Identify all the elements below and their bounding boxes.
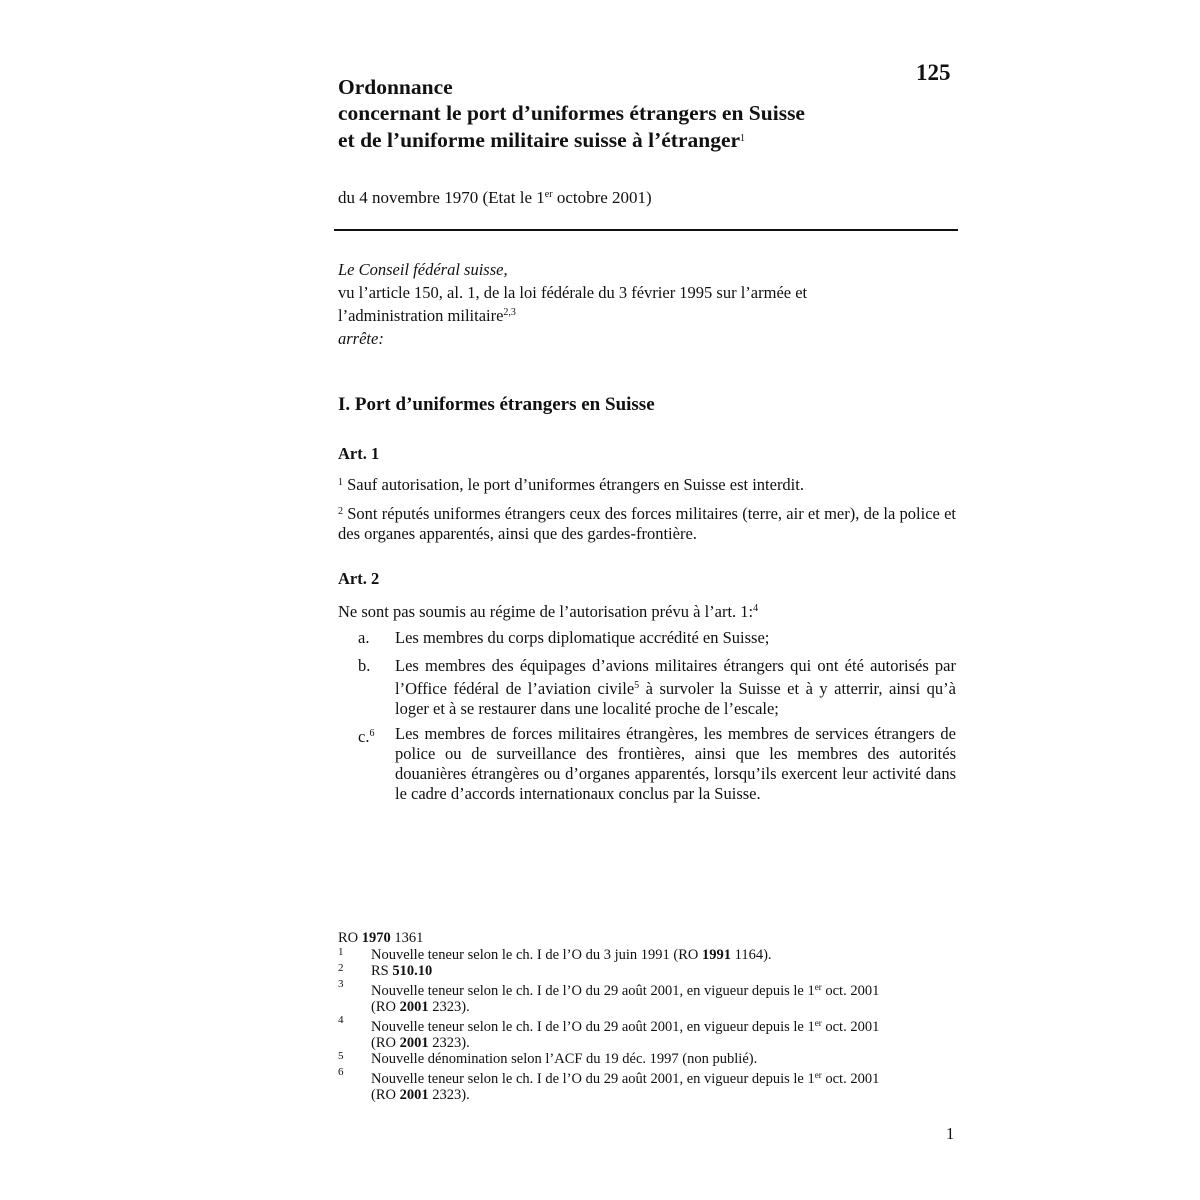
article-1-paragraph-1: [338, 473, 956, 495]
intro-text: Ne sont pas soumis au régime de l’autorisation prévu à l’art. 1:: [338, 602, 754, 621]
footnote-bold: 2001: [399, 1087, 429, 1103]
page-number: 1: [946, 1124, 955, 1143]
footnote-line: [371, 979, 958, 999]
list-letter: [358, 724, 374, 747]
footnote-6: [338, 1067, 958, 1103]
footnote-ref[interactable]: 5: [634, 680, 640, 691]
footnote-number: 5: [338, 1050, 344, 1062]
footnote-sup: er: [814, 1018, 822, 1028]
footnote-text: Nouvelle teneur selon le ch. I de l’O du 3 juin 1991 (RO: [371, 947, 703, 963]
footnote-number: 6: [338, 1066, 344, 1078]
ro-year: 1970: [361, 930, 391, 946]
footnote-line: [371, 1015, 958, 1035]
list-text: Les membres du corps diplomatique accrédité en Suisse;: [395, 628, 770, 647]
footnote-text: (RO: [371, 999, 400, 1015]
footnote-text: Nouvelle teneur selon le ch. I de l’O du 29 août 2001, en vigueur depuis le 1: [371, 1019, 815, 1035]
footnote-text: 2323).: [428, 999, 470, 1015]
preamble: [338, 260, 958, 349]
footnote-number: 3: [338, 978, 344, 990]
footnote-2: [338, 963, 958, 979]
official-compilation-ref: [338, 930, 958, 946]
list-text: [395, 656, 956, 719]
article-1-paragraph-2: [338, 502, 956, 544]
ro-prefix: RO: [338, 930, 362, 946]
footnote-text: (RO: [371, 1087, 400, 1103]
footnote-text: 1164).: [731, 947, 772, 963]
preamble-basis-text: l’administration militaire: [338, 306, 504, 325]
list-text: Les membres de forces militaires étrangères, les membres de services étrangers de police ou de surveillance des frontières, ainsi que les membres des autorités douanières étrangères ou d’organes apparentés, lorsqu’ils exercent leur activité dans le cadre d’accords internationaux conclus par la Suisse.: [395, 724, 956, 803]
list-item-c: [338, 724, 956, 804]
section-title: I. Port d’uniformes étrangers en Suisse: [338, 394, 655, 415]
footnote-1: [338, 947, 958, 963]
footnote-text: Nouvelle teneur selon le ch. I de l’O du 29 août 2001, en vigueur depuis le 1: [371, 1071, 815, 1087]
footnote-text: 2323).: [428, 1035, 470, 1051]
list-text-part: Les membres des équipages d’avions militaires étrangers qui ont été autorisés par l’Office fédéral de l’aviation civile: [395, 656, 956, 698]
article-2-title: Art. 2: [338, 569, 380, 588]
footnote-5: [338, 1051, 958, 1067]
list-item-a: [338, 628, 956, 648]
footnote-text: oct. 2001: [821, 983, 880, 999]
footnote-text: (RO: [371, 1035, 400, 1051]
footnote-number: 1: [338, 946, 344, 958]
title-line-3-text: et de l’uniforme militaire suisse à l’étranger: [338, 128, 741, 152]
footnote-bold: 1991: [702, 947, 732, 963]
ro-page: 1361: [390, 930, 424, 946]
preamble-basis-line-2: [338, 303, 958, 326]
ordinance-title: [338, 74, 898, 153]
preamble-basis-line-1: vu l’article 150, al. 1, de la loi fédérale du 3 février 1995 sur l’armée et: [338, 283, 808, 302]
list-letter: b.: [358, 656, 371, 675]
footnote-ref[interactable]: 6: [369, 728, 375, 739]
footnote-ref[interactable]: 4: [753, 603, 759, 614]
footnote-number: 2: [338, 962, 344, 974]
paragraph-number: 1: [338, 477, 343, 488]
footnote-text: 2323).: [428, 1087, 470, 1103]
footnote-ref[interactable]: 2,3: [503, 307, 516, 318]
footnote-text: Nouvelle dénomination selon l’ACF du 19 déc. 1997 (non publié).: [371, 1051, 758, 1067]
footnote-bold: 2001: [399, 1035, 429, 1051]
footnote-4: [338, 1015, 958, 1051]
footnote-bold: 510.10: [392, 963, 433, 979]
footnotes: [338, 930, 958, 1103]
article-2-intro: [338, 599, 956, 622]
footnote-line: [371, 999, 958, 1015]
footnote-ref[interactable]: 1: [740, 133, 746, 144]
footnote-text: oct. 2001: [821, 1019, 880, 1035]
list-letter: a.: [358, 628, 370, 647]
date-sup: er: [544, 189, 553, 200]
date-prefix: du 4 novembre 1970 (Etat le 1: [338, 188, 545, 207]
paragraph-text: Sont réputés uniformes étrangers ceux des forces militaires (terre, air et mer), de la police et des organes apparentés, ainsi que des gardes-frontière.: [338, 504, 957, 543]
footnote-sup: er: [814, 1070, 822, 1080]
list-letter-text: c.: [358, 727, 370, 746]
list-item-b: [338, 656, 956, 719]
header-divider: [334, 229, 958, 231]
ordinance-date: [338, 188, 652, 208]
footnote-line: [371, 1035, 958, 1051]
preamble-authority: Le Conseil fédéral suisse,: [338, 260, 508, 279]
footnote-text: Nouvelle teneur selon le ch. I de l’O du 29 août 2001, en vigueur depuis le 1: [371, 983, 815, 999]
date-suffix: octobre 2001): [552, 188, 652, 207]
footnote-sup: er: [814, 982, 822, 992]
list-text-part: à survoler la Suisse et à y atterrir, ainsi qu’à loger et à se restaurer dans une localité proche de l’escale;: [395, 679, 956, 718]
title-line-3: [338, 126, 898, 153]
preamble-decision: arrête:: [338, 329, 384, 348]
title-line-1: Ordonnance: [338, 75, 453, 99]
footnote-text: oct. 2001: [821, 1071, 880, 1087]
footnote-number: 4: [338, 1014, 344, 1026]
sr-number: 125: [916, 60, 951, 85]
footnote-line: [371, 1087, 958, 1103]
paragraph-number: 2: [338, 506, 343, 517]
footnote-text: RS: [371, 963, 393, 979]
footnote-3: [338, 979, 958, 1015]
paragraph-text: Sauf autorisation, le port d’uniformes étrangers en Suisse est interdit.: [347, 475, 804, 494]
title-line-2: concernant le port d’uniformes étrangers en Suisse: [338, 101, 805, 125]
footnote-line: [371, 1067, 958, 1087]
footnote-bold: 2001: [399, 999, 429, 1015]
article-1-title: Art. 1: [338, 444, 380, 463]
